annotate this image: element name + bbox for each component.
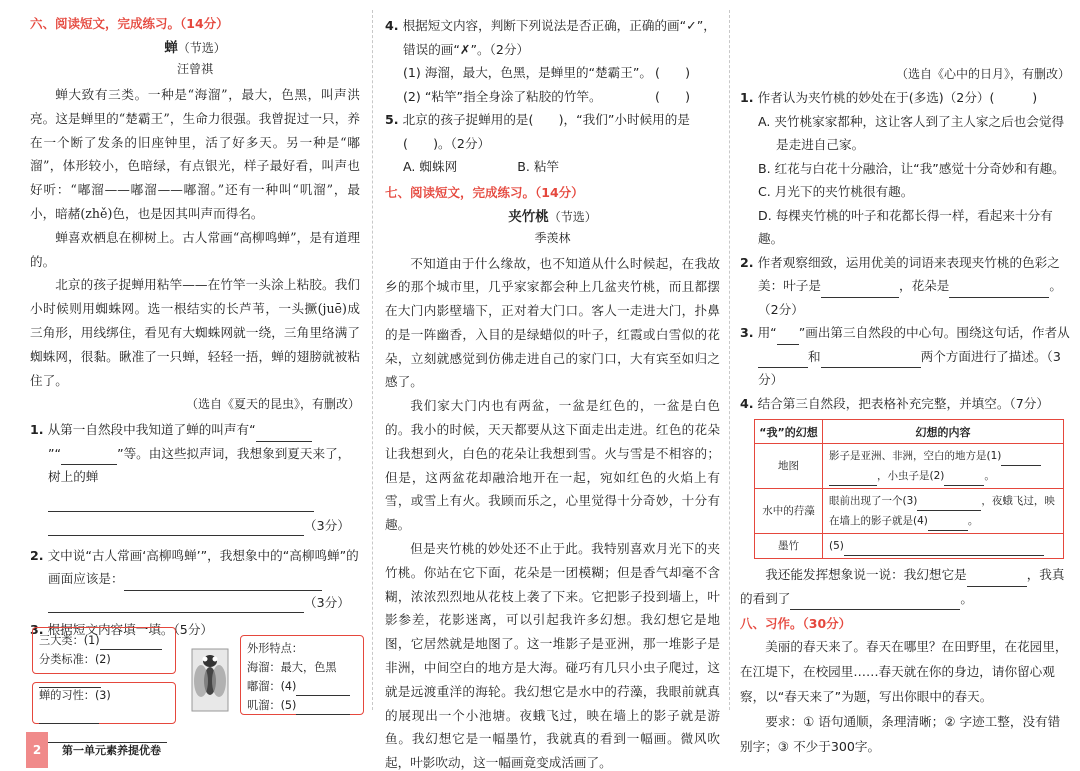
fill-text-b: ，我真的看到了 — [740, 567, 1065, 606]
table-header: 幻想的内容 — [823, 420, 1064, 444]
category-box — [32, 627, 176, 674]
source-note: （选自《心中的日月》，有删改） — [895, 67, 1070, 81]
blank[interactable] — [967, 586, 1027, 587]
q2-text-b: ，花朵是 — [898, 278, 950, 293]
box-label: 蝉的习性：(3) — [39, 689, 111, 702]
judge-item — [385, 61, 720, 85]
blank[interactable] — [777, 344, 799, 345]
q4-text: 根据短文内容，判断下列说法是否正确，正确的画“✓”，错误的画“✗”。（2分） — [402, 18, 716, 57]
blank[interactable] — [944, 485, 984, 486]
option-d[interactable]: D. 每棵夹竹桃的叶子和花都长得一样，看起来十分有趣。 — [758, 207, 1053, 246]
q1-text-c: ”等。由这些拟声词，我想象到夏天来了，树上的蝉 — [48, 445, 351, 485]
q3-text: 根据短文内容填一填。（5分） — [47, 622, 214, 638]
paragraph: 但是夹竹桃的妙处还不止于此。我特别喜欢月光下的夹竹桃。你站在它下面，花朵是一团模糊；但是香气却毫不含糊，浓浓烈烈地从花枝上袭了下来。它把影子投到墙上，叶影参差，花影迷离，可以引起我许多幻想。我幻想它是地图，它居然就是地图了。这一堆影子是亚洲，那一堆影子是非洲，中间空白的地方是大海。碰巧有几只小虫子爬过，这就是远渡重洋的海轮。我幻想它是水中的荇藻，我眼前就真的展现出一个小池塘。夜蛾飞过，映在墙上的影子就是游鱼。我幻想它是一幅墨竹，我就真的看到一幅画。微风吹起，叶影吹动，这一幅画竟变成活画了。 — [385, 541, 720, 771]
fill-text-c: 。 — [960, 590, 973, 606]
q5-text: 北京的孩子捉蝉用的是( )，“我们”小时候用的是( )。（2分） — [402, 112, 690, 151]
blank[interactable] — [917, 510, 981, 511]
question-2: 2. 文中说“古人常画‘高柳鸣蝉’”，我想象中的“高柳鸣蝉”的画面应该是： （3分） — [30, 544, 360, 615]
title-text: 夹竹桃 — [508, 208, 549, 225]
question-3: 3. 根据短文内容填一填。（5分） — [30, 622, 214, 638]
table-row — [755, 489, 1064, 534]
box-label: 分类标准：(2) — [39, 653, 111, 666]
question-2: 2. 作者观察细致，运用优美的词语来表现夹竹桃的色彩之美：叶子是 ，花朵是 。（2分） — [740, 254, 1062, 317]
table-row — [755, 444, 1064, 489]
q2-text-c: 。（2分） — [758, 278, 1062, 317]
question-1: 1. 作者认为夹竹桃的妙处在于(多选)（2分）( ) — [740, 90, 1038, 105]
paragraph: 不知道由于什么缘故，也不知道从什么时候起，在我故乡的那个城市里，几乎家家都会种上几盆夹竹桃，而且都摆在大门内影壁墙下，正对着大门口。客人一走进大门，扑鼻的是一阵幽香，入目的是绿蜡似的叶子，红霞或白雪似的花朵，立刻就感觉到仿佛走进自己的家门口，大有宾至如归之感了。 — [385, 255, 720, 390]
answer-line[interactable] — [48, 591, 304, 613]
blank[interactable] — [758, 367, 808, 368]
section6-heading: 六、阅读短文，完成练习。（14分） — [30, 16, 229, 31]
cell-text: 眼前出现了一个(3) — [829, 495, 918, 507]
question-4: 4. 结合第三自然段，把表格补充完整，并填空。（7分） — [740, 395, 1049, 411]
box-title: 外形特点： — [247, 642, 303, 655]
row-content — [823, 489, 1064, 534]
cell-text: (5) — [829, 540, 844, 552]
section8-heading: 八、习作。（30分） — [740, 616, 852, 631]
q1-text: 作者认为夹竹桃的妙处在于(多选)（2分）( ) — [757, 90, 1038, 105]
paragraph: 我们家大门内也有两盆，一盆是红色的，一盆是白色的。我小的时候，天天都要从这下面走出走进。红色的花朵让我想到火，白色的花朵让我想到雪。火与雪是不相容的；但是，这两盆花却融洽地开在一起，宛如红色的火焰上有雪，或雪上有火。我顾而乐之，心里觉得十分奇妙，十分有趣。 — [385, 398, 720, 533]
option-b[interactable]: B. 粘竿 — [517, 159, 560, 174]
row-name: 墨竹 — [755, 534, 823, 559]
blank[interactable] — [296, 714, 350, 715]
column-divider — [372, 10, 373, 710]
footer-title: 第一单元素养提优卷 — [62, 744, 161, 757]
title-note: （节选） — [177, 41, 226, 55]
table-header: “我”的幻想 — [755, 420, 823, 444]
footer — [26, 732, 161, 768]
fantasy-table — [754, 419, 1064, 559]
box-label: 嘟溜：(4) — [247, 680, 297, 693]
cell-text: 。 — [967, 515, 979, 527]
blank[interactable] — [256, 441, 312, 442]
row-name: 地图 — [755, 444, 823, 489]
row-content — [823, 534, 1064, 559]
judge-item — [385, 85, 720, 109]
answer-paren[interactable]: ( ) — [654, 88, 690, 104]
cicada-icon — [188, 645, 232, 715]
paragraph: 蝉大致有三类。一种是“海溜”，最大，色黑，叫声洪亮。这是蝉里的“楚霸王”，生命力很强。我曾捉过一只，养在一个断了发条的旧座钟里，活了好多天。另一种是“嘟溜”，体形较小，色暗绿，有点银光，样子最好看，叫声也好听：“嘟溜——嘟溜——嘟溜。”还有一种叫“叽溜”，最小，暗赭(zhě)色，也是因其叫声而得名。 — [30, 87, 360, 221]
column-left — [30, 14, 360, 642]
blank[interactable] — [790, 609, 960, 610]
title-note: （节选） — [548, 209, 597, 224]
cell-text: ，小虫子是(2) — [877, 470, 945, 482]
q2-text-a: 作者观察细致，运用优美的词语来表现夹竹桃的色彩之美：叶子是 — [757, 254, 1060, 293]
blank[interactable] — [821, 297, 899, 298]
passage-title — [30, 37, 360, 59]
option-b[interactable]: B. 红花与白花十分融洽，让“我”感觉十分奇妙和有趣。 — [758, 160, 1065, 176]
q3-text-a: 用“ — [757, 325, 777, 340]
q3-text-b: ”画出第三自然段的中心句。围绕这句话，作者从 — [798, 325, 1070, 340]
item-text: (1) 海溜，最大，色黑，是蝉里的“楚霸王”。 — [403, 65, 652, 80]
row-name: 水中的荇藻 — [755, 489, 823, 534]
author: 汪曾祺 — [176, 62, 213, 76]
cell-text: 影子是亚洲、非洲，空白的地方是(1) — [829, 450, 1002, 462]
cell-text: 。 — [984, 470, 995, 482]
section7-heading: 七、阅读短文，完成练习。（14分） — [385, 184, 584, 200]
option-c[interactable]: C. 月光下的夹竹桃很有趣。 — [758, 184, 914, 199]
author: 季羡林 — [534, 230, 571, 245]
column-middle — [385, 14, 720, 771]
question-4: 4. 根据短文内容，判断下列说法是否正确，正确的画“✓”，错误的画“✗”。（2分） — [385, 18, 716, 57]
shape-box — [240, 635, 364, 715]
blank[interactable] — [821, 367, 921, 368]
item-text: (2) “粘竿”指全身涂了粘胶的竹竿。 — [403, 88, 602, 104]
table-row — [755, 534, 1064, 559]
fill-sentence — [740, 563, 1070, 610]
paragraph: 蝉喜欢栖息在柳树上。古人常画“高柳鸣蝉”，是有道理的。 — [30, 229, 360, 269]
question-1: 1. 从第一自然段中我知道了蝉的叫声有“ ”“ ”等。由这些拟声词，我想象到夏天来了，树上的蝉 （3分） — [30, 418, 360, 538]
source-note: （选自《夏天的昆虫》，有删改） — [185, 397, 360, 412]
answer-paren[interactable]: ( ) — [654, 65, 690, 80]
q2-text: 文中说“古人常画‘高柳鸣蝉’”，我想象中的“高柳鸣蝉”的画面应该是： — [47, 547, 359, 587]
question-3: 3. 用“ ”画出第三自然段的中心句。围绕这句话，作者从和 两个方面进行了描述。（3分） — [740, 325, 1070, 387]
option-a[interactable]: A. 蜘蛛网 — [403, 159, 458, 174]
blank[interactable] — [1001, 465, 1041, 466]
blank[interactable] — [48, 511, 314, 512]
paragraph: 北京的孩子捉蝉用粘竿——在竹竿一头涂上粘胶。我们小时候则用蜘蛛网。选一根结实的长芦苇，一头撅(juē)成三角形，用线绑住，看见有大蜘蛛网就一绕，三角里络满了蜘蛛网，很黏。瞅准了一只蝉，轻轻一捂，蝉的翅膀就被粘住了。 — [30, 277, 360, 388]
blank[interactable] — [829, 485, 877, 486]
passage-title — [385, 206, 720, 228]
q5-options — [385, 155, 720, 179]
score: （3分） — [304, 518, 350, 534]
question-5: 5. 北京的孩子捉蝉用的是( )，“我们”小时候用的是( )。（2分） — [385, 112, 690, 151]
answer-line[interactable] — [48, 514, 304, 536]
writing-requirements: 要求：① 语句通顺，条理清晰；② 字迹工整，没有错别字；③ 不少于300字。 — [740, 714, 1061, 754]
blank[interactable] — [928, 530, 968, 531]
box-label: 叽溜：(5) — [247, 699, 297, 712]
score: （3分） — [304, 594, 350, 610]
q3-text-c: 和 — [808, 348, 821, 364]
blank[interactable] — [844, 555, 1044, 556]
option-a[interactable]: A. 夹竹桃家家都种，这让客人到了主人家之后也会觉得是走进自己家。 — [758, 113, 1065, 152]
blank[interactable] — [61, 464, 117, 465]
column-right-content — [740, 62, 1070, 759]
q3-text-d: 两个方面进行了描述。（3分） — [758, 348, 1061, 387]
q1-text-a: 从第一自然段中我知道了蝉的叫声有“ — [47, 422, 256, 438]
row-content — [823, 444, 1064, 489]
box-line: 海溜：最大，色黑 — [247, 661, 337, 674]
q1-text-b: ”“ — [48, 445, 62, 461]
cell-text: ，夜蛾飞过，映在墙上的影子就是(4) — [829, 495, 1055, 527]
fill-text-a: 我还能发挥想象说一说：我幻想它是 — [765, 567, 967, 582]
column-divider — [729, 10, 730, 710]
box-label: 三大类：(1) — [39, 634, 100, 647]
writing-prompt: 美丽的春天来了。春天在哪里？在田野里，在花园里，在江堤下，在校园里……春天就在你的身边，请你留心观察，以“春天来了”为题，写出你眼中的春天。 — [740, 639, 1068, 704]
page-number: 2 — [26, 732, 48, 768]
blank[interactable] — [949, 297, 1049, 298]
q4-text: 结合第三自然段，把表格补充完整，并填空。（7分） — [757, 395, 1049, 411]
title-text: 蝉 — [164, 40, 178, 56]
habit-box — [32, 682, 176, 724]
